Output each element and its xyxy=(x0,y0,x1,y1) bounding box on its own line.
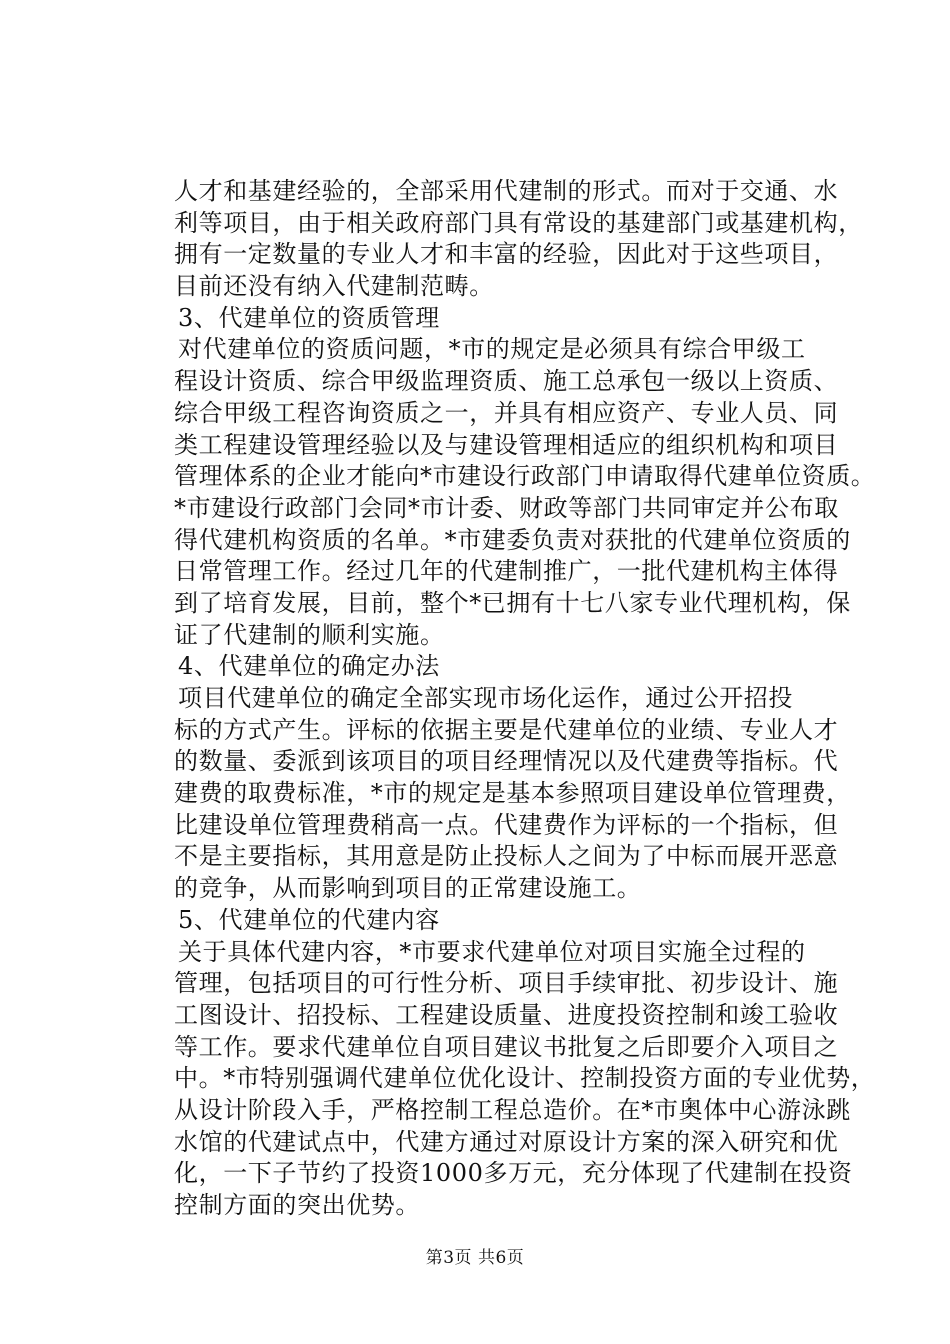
body-text-line: 管理体系的企业才能向*市建设行政部门申请取得代建单位资质。 xyxy=(174,462,876,491)
body-text-line: 综合甲级工程咨询资质之一，并具有相应资产、专业人员、同 xyxy=(174,398,839,427)
body-text-line: 标的方式产生。评标的依据主要是代建单位的业绩、专业人才 xyxy=(174,715,839,744)
body-text-line: 到了培育发展，目前，整个*已拥有十七八家专业代理机构，保 xyxy=(174,588,851,617)
section-heading: 3、代建单位的资质管理 xyxy=(178,303,440,332)
body-text-line: 等工作。要求代建单位自项目建议书批复之后即要介入项目之 xyxy=(174,1032,839,1061)
body-text-line: 的数量、委派到该项目的项目经理情况以及代建费等指标。代 xyxy=(174,747,839,776)
body-text-line: 管理，包括项目的可行性分析、项目手续审批、初步设计、施 xyxy=(174,969,839,998)
body-text-line: 拥有一定数量的专业人才和丰富的经验，因此对于这些项目， xyxy=(174,240,839,269)
body-text-line: 比建设单位管理费稍高一点。代建费作为评标的一个指标，但 xyxy=(174,810,839,839)
page-number-footer: 第3页 共6页 xyxy=(425,1248,525,1268)
body-text-line: 化，一下子节约了投资1000多万元，充分体现了代建制在投资 xyxy=(174,1159,853,1188)
body-text-line: 从设计阶段入手，严格控制工程总造价。在*市奥体中心游泳跳 xyxy=(174,1095,851,1124)
body-text-line: 关于具体代建内容，*市要求代建单位对项目实施全过程的 xyxy=(178,937,806,966)
document-body xyxy=(174,176,876,1222)
body-text-line: 的竞争，从而影响到项目的正常建设施工。 xyxy=(174,874,642,903)
body-text-line: 建费的取费标准，*市的规定是基本参照项目建设单位管理费， xyxy=(174,779,851,808)
body-text-line: 对代建单位的资质问题，*市的规定是必须具有综合甲级工 xyxy=(178,335,806,364)
body-text-line: 中。*市特别强调代建单位优化设计、控制投资方面的专业优势， xyxy=(174,1064,876,1093)
body-text-line: 人才和基建经验的，全部采用代建制的形式。而对于交通、水 xyxy=(174,177,839,205)
body-text-line: 程设计资质、综合甲级监理资质、施工总承包一级以上资质、 xyxy=(174,367,839,396)
body-text-line: 类工程建设管理经验以及与建设管理相适应的组织机构和项目 xyxy=(174,430,839,459)
section-heading: 5、代建单位的代建内容 xyxy=(178,905,440,934)
body-text-line: 水馆的代建试点中，代建方通过对原设计方案的深入研究和优 xyxy=(174,1127,839,1156)
body-text-line: 工图设计、招投标、工程建设质量、进度投资控制和竣工验收 xyxy=(174,1000,839,1029)
body-text-line: 日常管理工作。经过几年的代建制推广，一批代建机构主体得 xyxy=(174,557,839,586)
section-heading: 4、代建单位的确定办法 xyxy=(178,652,440,681)
body-text-line: 利等项目，由于相关政府部门具有常设的基建部门或基建机构， xyxy=(174,208,863,237)
body-text-line: 目前还没有纳入代建制范畴。 xyxy=(174,272,494,301)
body-text-line: 证了代建制的顺利实施。 xyxy=(174,620,445,649)
body-text-line: 项目代建单位的确定全部实现市场化运作，通过公开招投 xyxy=(178,684,793,712)
body-text-line: 控制方面的突出优势。 xyxy=(174,1191,420,1219)
body-text-line: *市建设行政部门会同*市计委、财政等部门共同审定并公布取 xyxy=(174,493,839,522)
body-text-line: 得代建机构资质的名单。*市建委负责对获批的代建单位资质的 xyxy=(174,525,851,554)
body-text-line: 不是主要指标，其用意是防止投标人之间为了中标而展开恶意 xyxy=(174,842,839,871)
